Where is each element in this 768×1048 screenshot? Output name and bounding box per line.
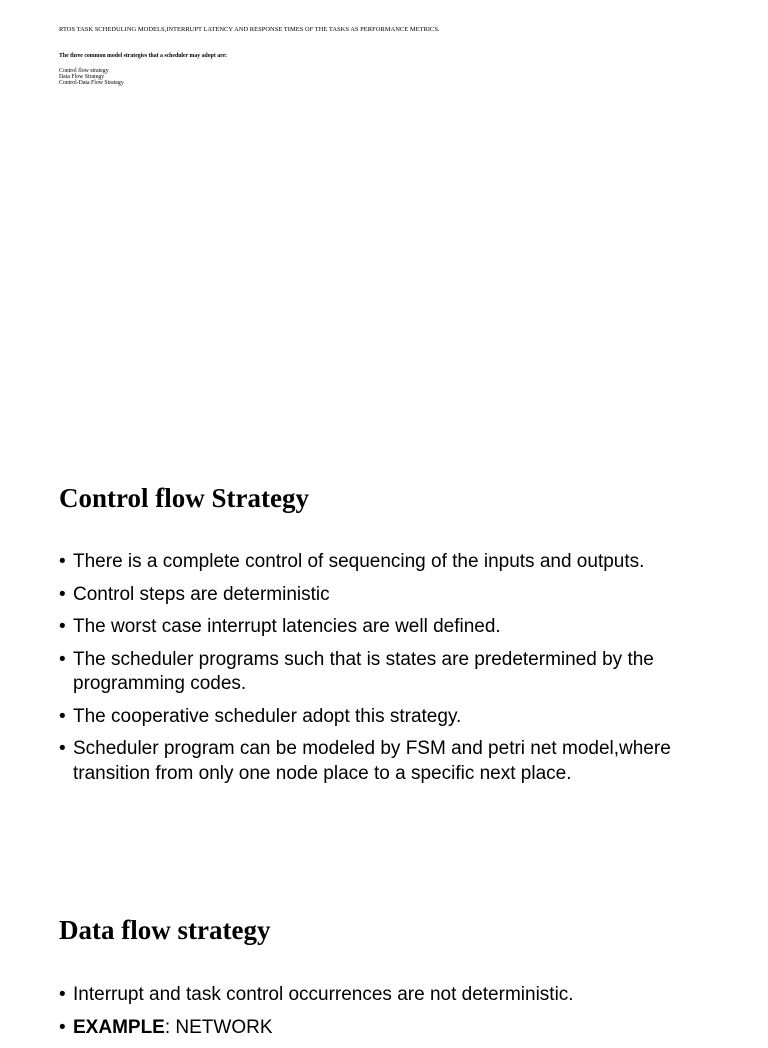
bullet-dot: • [59,583,66,605]
bullet-text: The worst case interrupt latencies are well defined. [73,616,501,637]
bullet-dot: • [59,648,66,670]
bullet-text: The scheduler programs such that is states are predetermined by the programming codes. [73,648,654,694]
example-text: : NETWORK [164,1016,273,1038]
bullet-text: Interrupt and task control occurrences are not deterministic. [73,984,574,1005]
bullet-item-example [59,1016,719,1041]
bullet-dot: • [59,616,66,637]
bullet-item [59,615,719,640]
section-title-control-flow: Control flow Strategy [59,483,309,513]
bullet-item [59,648,719,697]
control-flow-bullet-list [59,550,719,794]
bullet-dot: • [59,984,66,1005]
bullet-text: The cooperative scheduler adopt this strategy. [73,705,462,727]
data-flow-bullet-list [59,983,719,1048]
bullet-item [59,583,719,608]
section-title-data-flow: Data flow strategy [59,915,271,945]
bullet-dot: • [59,738,66,759]
bullet-item [59,737,719,786]
bullet-text: Scheduler program can be modeled by FSM and petri net model,where transition from only one node place to a specific next place. [73,738,671,784]
bullet-item [59,550,719,575]
intro-item: Control-Data Flow Strategy [59,80,124,86]
bullet-text: Control steps are deterministic [73,583,330,605]
bullet-item [59,983,719,1008]
bullet-item [59,705,719,730]
example-label: EXAMPLE [73,1016,165,1038]
intro-item: Data Flow Strategy [59,74,105,80]
bullet-dot: • [59,551,66,572]
bullet-dot: • [59,705,66,727]
bullet-text: There is a complete control of sequencing of the inputs and outputs. [73,551,645,572]
document-header: RTOS TASK SCHEDULING MODELS,INTERRUPT LATENCY AND RESPONSE TIMES OF THE TASKS AS PERFORMANCE METRICS. [59,26,440,33]
intro-title: The three common model strategies that a scheduler may adopt are: [59,53,228,59]
intro-strategy-list [59,68,124,86]
bullet-dot: • [59,1016,66,1038]
intro-item: Control flow strategy [59,68,109,74]
